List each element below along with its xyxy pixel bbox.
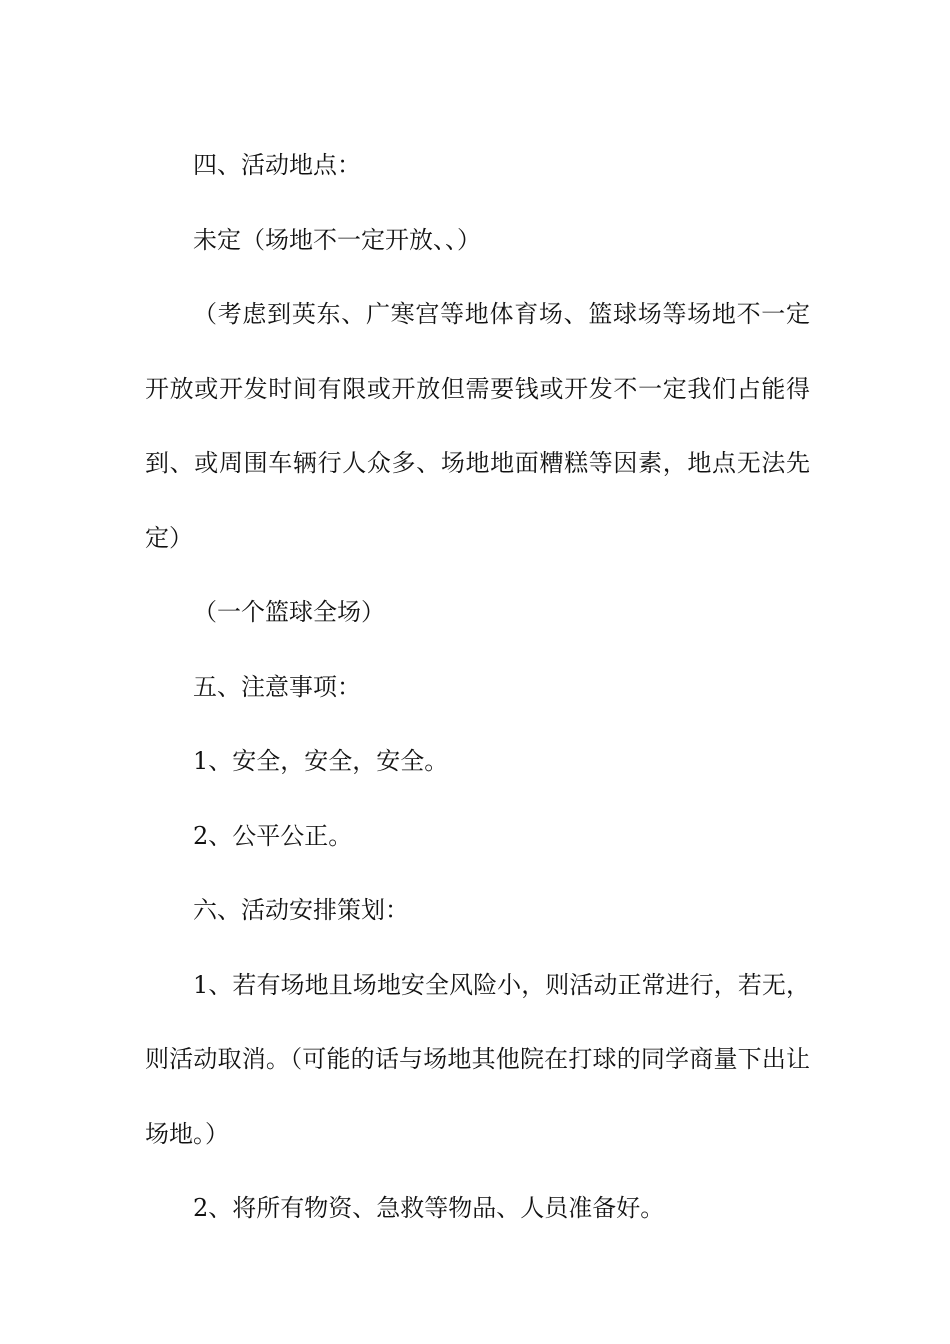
court-note: （一个篮球全场） [193, 598, 385, 626]
location-explanation: （考虑到英东、广寒宫等地体育场、篮球场等场地不一定开放或开发时间有限或开放但需要钱或开发不一定我们占能得到、或周围车辆行人众多、场地地面糟糕等因素，地点无法先定） [145, 300, 810, 552]
location-status: 未定（场地不一定开放、、） [193, 225, 481, 254]
plan-item-venue: 1、若有场地且场地安全风险小，则活动正常进行，若无，则活动取消。（可能的话与场地其他院在打球的同学商量下出让场地。） [145, 970, 810, 1148]
note-item-safety: 1、安全，安全，安全。 [193, 747, 449, 775]
section-heading-notes: 五、注意事项： [193, 672, 361, 701]
plan-item-preparation: 2、将所有物资、急救等物品、人员准备好。 [193, 1194, 665, 1222]
document-body [145, 128, 810, 1246]
section-heading-plan: 六、活动安排策划： [193, 896, 409, 924]
section-heading-location: 四、活动地点： [193, 151, 361, 179]
note-item-fairness: 2、公平公正。 [193, 821, 353, 850]
